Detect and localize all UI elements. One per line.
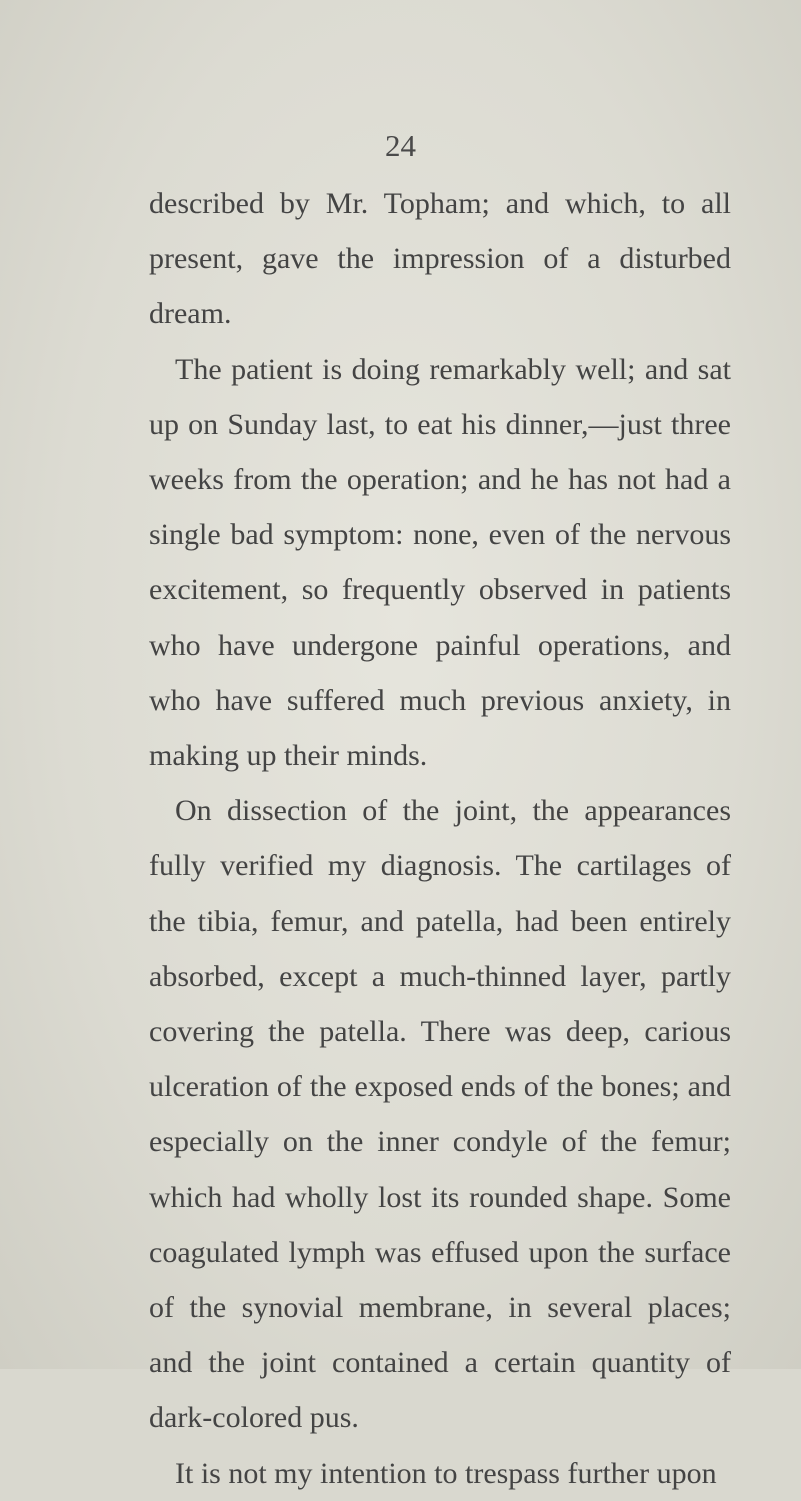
page-number: 24 — [385, 128, 416, 163]
body-text — [149, 176, 731, 1501]
paragraph-closing: It is not my intention to trespass further upon — [175, 1456, 717, 1490]
paragraph-dissection: On dissection of the joint, the appearances fully verified my diagnosis. The cartilages of the tibia, femur, and patella, had been entirely absorbed, except a much-thinned layer, partly covering the patella. There was deep, carious ulceration of the exposed ends of the bones; and especially on the inner condyle of the femur; which had wholly lost its rounded shape. Some coagulated lymph was effused upon the surface of the synovial membrane, in several places; and the joint contained a certain quantity of dark-colored pus. — [149, 794, 731, 1435]
paragraph-continued: described by Mr. Topham; and which, to all present, gave the impression of a disturbed dream. — [149, 187, 731, 331]
paragraph-patient-condition: The patient is doing remarkably well; and sat up on Sunday last, to eat his dinner,—just three weeks from the operation; and he has not had a single bad symptom: none, even of the nervous excitement, so frequently observed in patients who have undergone painful operations, and who have suffered much previous anxiety, in making up their minds. — [149, 352, 731, 773]
